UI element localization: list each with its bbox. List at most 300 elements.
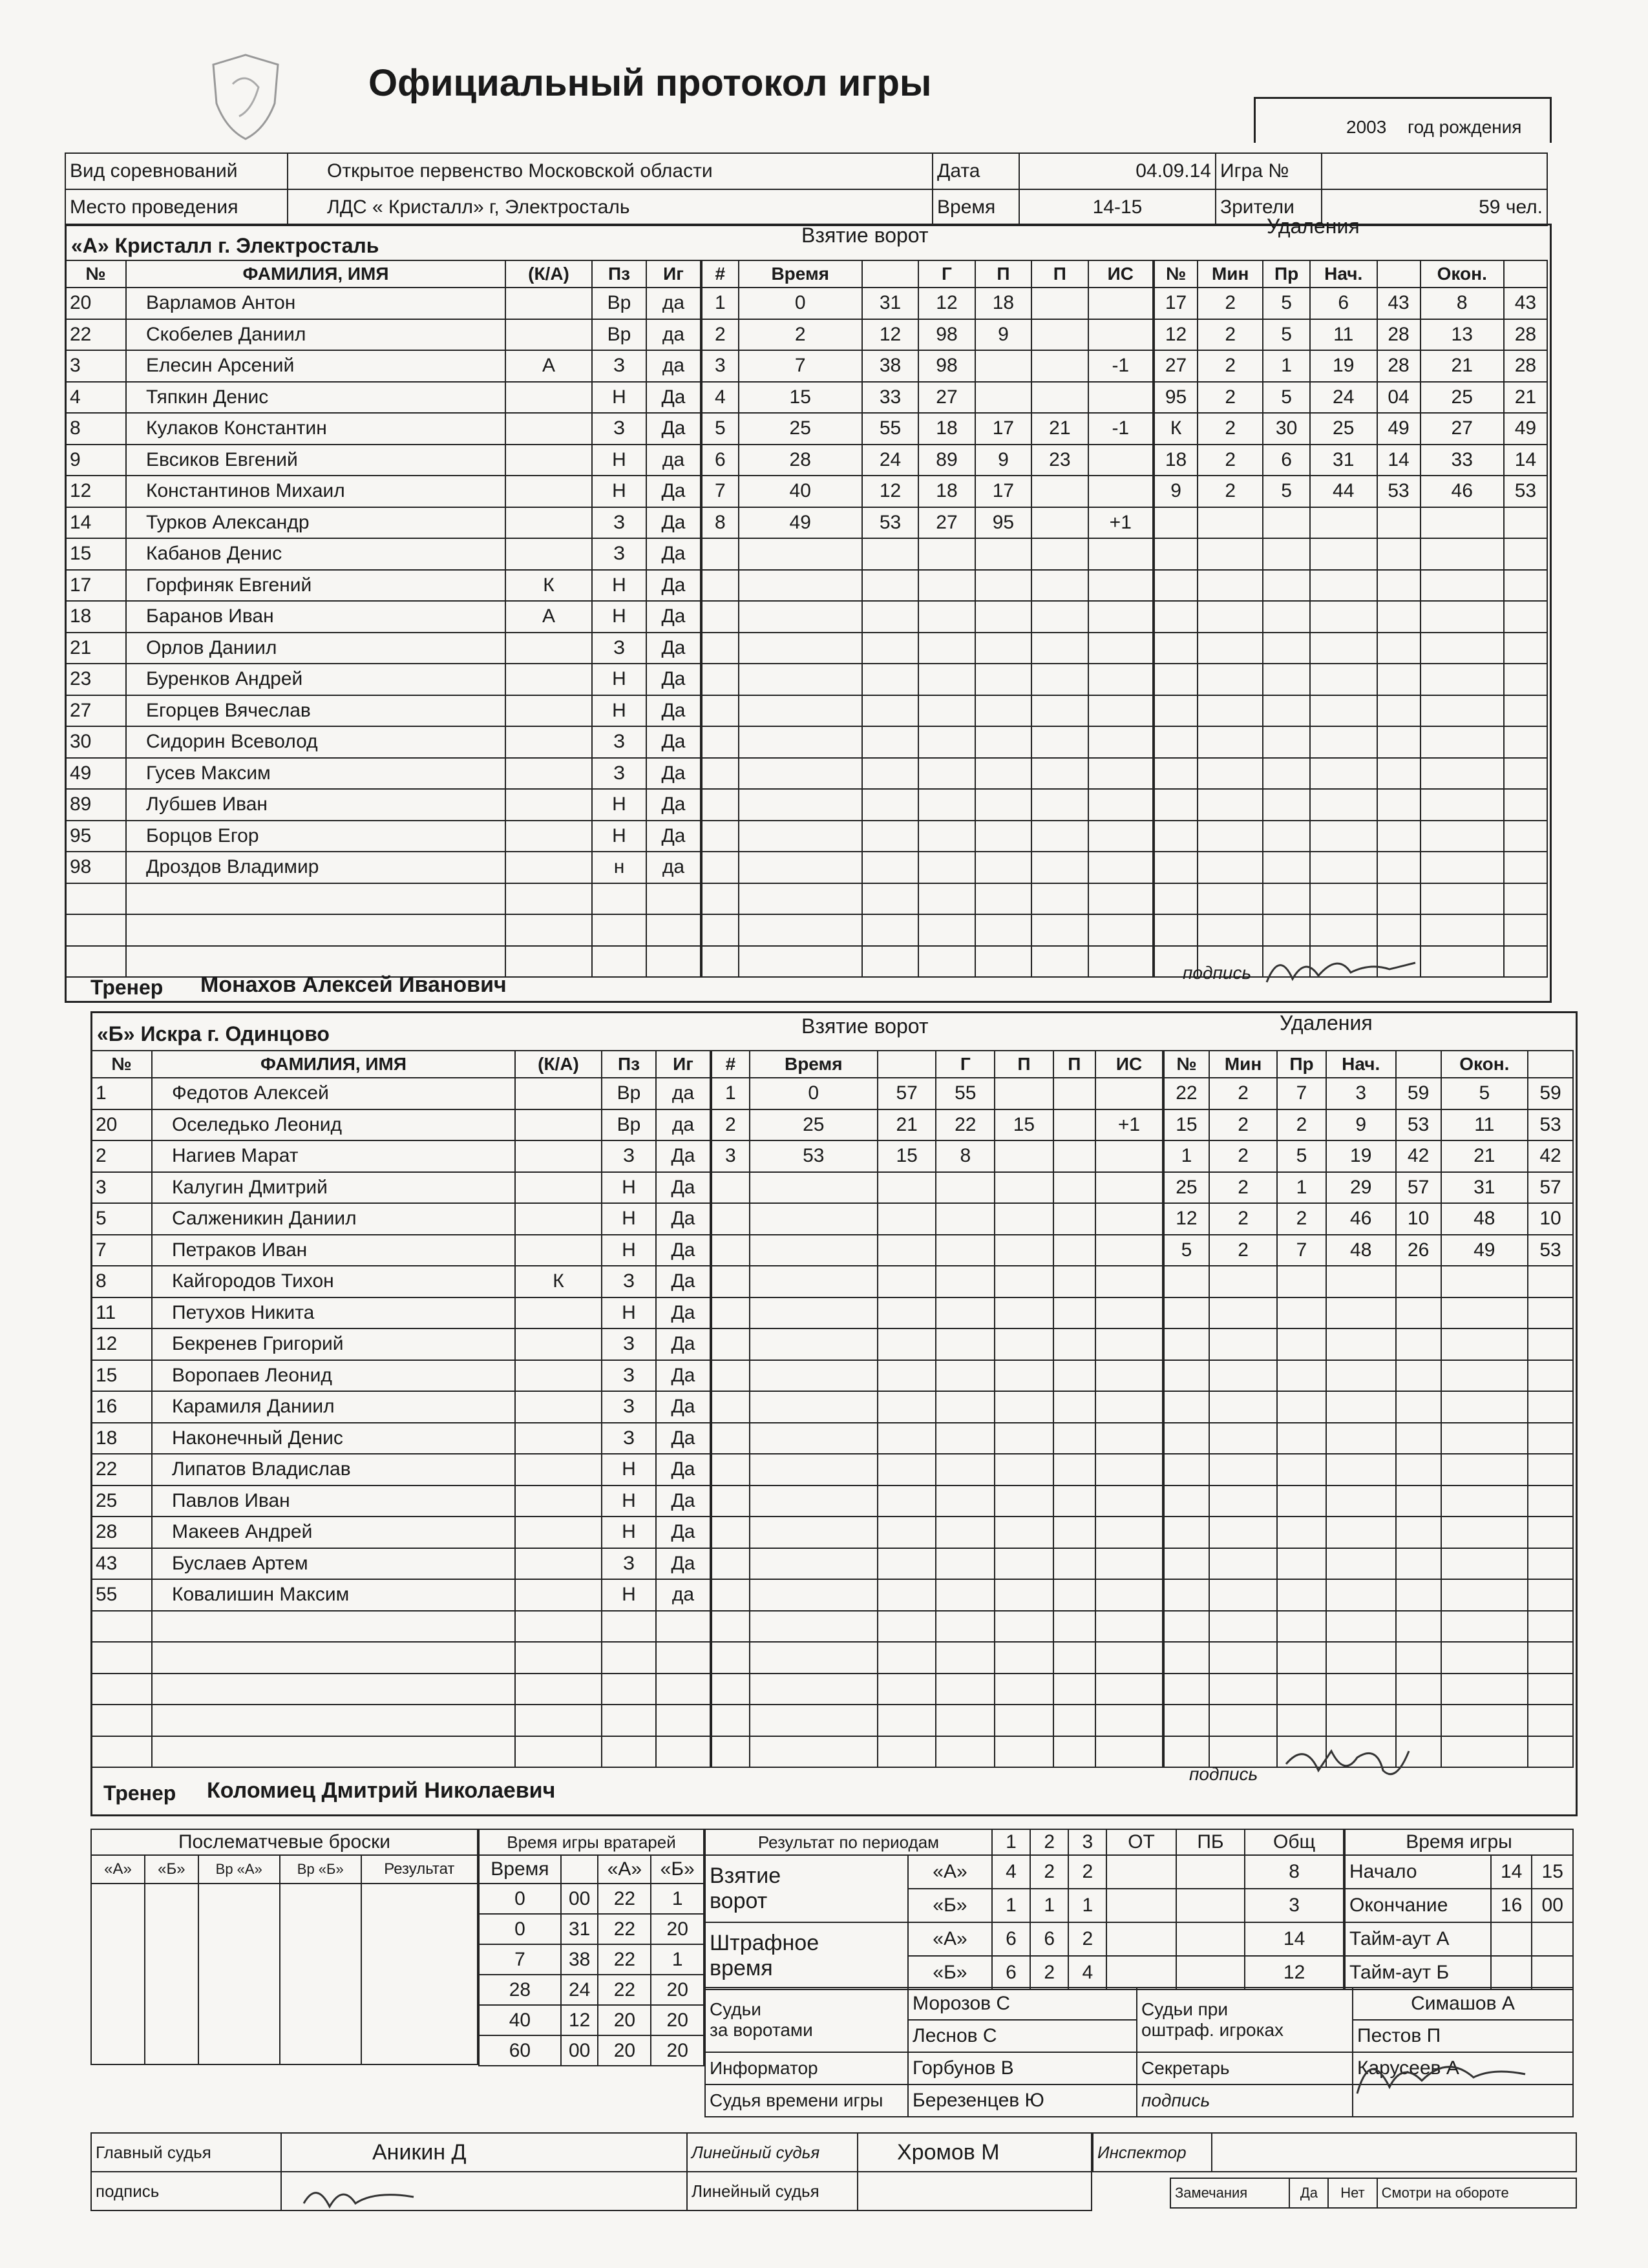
- player-role: [505, 319, 592, 351]
- empty-cell: [862, 570, 918, 602]
- player-position: Н: [592, 601, 646, 633]
- empty-cell: [1031, 695, 1088, 727]
- player-row: [91, 1328, 710, 1360]
- empty-cell: [1164, 1266, 1209, 1297]
- penalty-row-cell: 14: [1504, 445, 1547, 476]
- goal-row-cell: 5: [702, 413, 739, 445]
- game-time-value: [1491, 1956, 1532, 1990]
- penalty-row-cell: 15: [1164, 1109, 1209, 1141]
- empty-cell: [1421, 601, 1504, 633]
- player-played: Да: [646, 821, 701, 852]
- empty-cell: [1326, 1548, 1396, 1580]
- player-number: 20: [91, 1109, 152, 1141]
- player-row: [91, 1579, 710, 1611]
- penalty-row-cell: 12: [1154, 319, 1198, 351]
- player-number: 98: [65, 852, 126, 883]
- player-number: 7: [91, 1235, 152, 1266]
- player-role: [505, 445, 592, 476]
- empty-cell: [1377, 601, 1421, 633]
- empty-cell: [1164, 1705, 1209, 1736]
- empty-cell: [878, 1203, 936, 1235]
- empty-cell: [1504, 570, 1547, 602]
- empty-cell: [936, 1266, 995, 1297]
- goal-row-cell: 89: [918, 445, 975, 476]
- empty-cell: [975, 726, 1031, 758]
- penalty-row-cell: 28: [1504, 319, 1547, 351]
- empty-cell: [918, 601, 975, 633]
- penalty-row-cell: 2: [1277, 1203, 1326, 1235]
- goalie-time-cell: 20: [598, 2035, 651, 2066]
- empty-cell: [1277, 1486, 1326, 1517]
- empty-cell: [1326, 1674, 1396, 1705]
- empty-cell: [862, 695, 918, 727]
- empty-cell: [1504, 664, 1547, 695]
- player-position: Н: [592, 821, 646, 852]
- player-name: Макеев Андрей: [152, 1517, 515, 1548]
- goal-row-cell: -1: [1088, 413, 1153, 445]
- period-value: 12: [1245, 1956, 1344, 1990]
- goal-row: [702, 288, 1153, 319]
- penalty-row-cell: 2: [1198, 413, 1263, 445]
- player-number: 20: [65, 288, 126, 319]
- empty-cell: [750, 1611, 878, 1643]
- penalty-row: [1154, 664, 1547, 695]
- player-number: 15: [91, 1360, 152, 1392]
- empty-cell: [1198, 633, 1263, 664]
- player-role: [515, 1705, 602, 1736]
- roster-header: Иг: [646, 260, 701, 288]
- grid-header: Время: [750, 1051, 878, 1078]
- player-position: [602, 1642, 656, 1674]
- player-name: Ковалишин Максим: [152, 1579, 515, 1611]
- penalty-row-cell: 5: [1263, 476, 1310, 507]
- penalty-row-cell: 57: [1528, 1172, 1573, 1204]
- period-header: Общ: [1245, 1829, 1344, 1855]
- empty-cell: [1277, 1391, 1326, 1423]
- goal-row: [712, 1391, 1163, 1423]
- empty-cell: [878, 1517, 936, 1548]
- empty-cell: [1209, 1517, 1277, 1548]
- goal-row-cell: 22: [936, 1109, 995, 1141]
- empty-cell: [739, 601, 862, 633]
- penalty-row: [1154, 538, 1547, 570]
- empty-cell: [1396, 1674, 1441, 1705]
- player-position: З: [592, 758, 646, 790]
- period-value: 3: [1245, 1889, 1344, 1922]
- player-number: 14: [65, 507, 126, 539]
- empty-cell: [995, 1674, 1053, 1705]
- player-name: Скобелев Даниил: [126, 319, 505, 351]
- empty-cell: [862, 601, 918, 633]
- player-role: [505, 382, 592, 414]
- empty-cell: [1441, 1548, 1528, 1580]
- empty-cell: [739, 726, 862, 758]
- empty-cell: [1377, 758, 1421, 790]
- empty-cell: [936, 1611, 995, 1643]
- empty-cell: [1263, 726, 1310, 758]
- player-number: 3: [91, 1172, 152, 1204]
- empty-cell: [750, 1548, 878, 1580]
- player-played: да: [646, 350, 701, 382]
- penalty-row: [1164, 1391, 1573, 1423]
- empty-cell: [1053, 1235, 1095, 1266]
- goal-row-cell: [1088, 476, 1153, 507]
- empty-cell: [1095, 1203, 1163, 1235]
- goal-row: [702, 445, 1153, 476]
- empty-cell: [1154, 664, 1198, 695]
- player-name: Петраков Иван: [152, 1235, 515, 1266]
- roster-header: ФАМИЛИЯ, ИМЯ: [152, 1051, 515, 1078]
- penalty-row: [1164, 1548, 1573, 1580]
- empty-cell: [1504, 726, 1547, 758]
- player-role: [515, 1674, 602, 1705]
- goalie-time-cell: 7: [479, 1944, 561, 1975]
- empty-cell: [712, 1705, 750, 1736]
- player-name: [126, 883, 505, 915]
- player-name: Константинов Михаил: [126, 476, 505, 507]
- grid-header: Мин: [1209, 1051, 1277, 1078]
- player-name: Турков Александр: [126, 507, 505, 539]
- player-role: [505, 633, 592, 664]
- empty-cell: [1209, 1297, 1277, 1329]
- goal-row-cell: [975, 350, 1031, 382]
- empty-cell: [1528, 1297, 1573, 1329]
- empty-cell: [995, 1486, 1053, 1517]
- goal-row: [712, 1297, 1163, 1329]
- empty-cell: [1326, 1423, 1396, 1454]
- goal-row-cell: 15: [995, 1109, 1053, 1141]
- player-number: 9: [65, 445, 126, 476]
- empty-cell: [1088, 789, 1153, 821]
- empty-cell: [1053, 1579, 1095, 1611]
- empty-cell: [1528, 1611, 1573, 1643]
- empty-cell: [878, 1548, 936, 1580]
- goal-row-cell: 12: [862, 319, 918, 351]
- player-name: Павлов Иван: [152, 1486, 515, 1517]
- empty-cell: [1164, 1517, 1209, 1548]
- penalty-row-cell: 14: [1377, 445, 1421, 476]
- empty-cell: [995, 1548, 1053, 1580]
- player-position: З: [602, 1328, 656, 1360]
- goal-row-cell: +1: [1088, 507, 1153, 539]
- empty-cell: [1396, 1423, 1441, 1454]
- player-name: Воропаев Леонид: [152, 1360, 515, 1392]
- empty-cell: [936, 1705, 995, 1736]
- empty-cell: [878, 1736, 936, 1768]
- player-position: Н: [602, 1486, 656, 1517]
- player-played: [646, 883, 701, 915]
- game-time-value: 14: [1491, 1855, 1532, 1889]
- empty-cell: [1164, 1611, 1209, 1643]
- player-name: Нагиев Марат: [152, 1140, 515, 1172]
- player-position: Н: [592, 664, 646, 695]
- empty-cell: [1277, 1579, 1326, 1611]
- penalty-row: [1154, 350, 1547, 382]
- player-row: [65, 914, 701, 946]
- player-role: [505, 507, 592, 539]
- goal-row-cell: 24: [862, 445, 918, 476]
- player-role: [505, 914, 592, 946]
- empty-cell: [878, 1642, 936, 1674]
- player-number: [91, 1611, 152, 1643]
- penalty-row-cell: 53: [1377, 476, 1421, 507]
- player-name: Горфиняк Евгений: [126, 570, 505, 602]
- empty-cell: [1198, 601, 1263, 633]
- player-played: Да: [646, 695, 701, 727]
- player-row: [91, 1736, 710, 1768]
- empty-cell: [739, 789, 862, 821]
- period-team: «Б»: [908, 1956, 992, 1990]
- period-value: 14: [1245, 1922, 1344, 1956]
- venue-value: ЛДС « Кристалл» г, Электросталь: [288, 189, 933, 226]
- penalty-row: [1164, 1454, 1573, 1486]
- empty-cell: [702, 664, 739, 695]
- empty-cell: [918, 852, 975, 883]
- player-name: [152, 1642, 515, 1674]
- empty-cell: [702, 726, 739, 758]
- player-played: Да: [646, 664, 701, 695]
- empty-cell: [878, 1391, 936, 1423]
- goal-row: [702, 664, 1153, 695]
- empty-cell: [918, 726, 975, 758]
- empty-cell: [739, 664, 862, 695]
- player-row: [65, 507, 701, 539]
- goal-row-cell: 8: [936, 1140, 995, 1172]
- penalty-row: [1164, 1297, 1573, 1329]
- goal-row-cell: 17: [975, 476, 1031, 507]
- penalty-row-cell: 21: [1504, 382, 1547, 414]
- empty-cell: [1198, 852, 1263, 883]
- empty-cell: [1053, 1674, 1095, 1705]
- grid-header: #: [702, 260, 739, 288]
- player-row: [91, 1454, 710, 1486]
- empty-cell: [1326, 1328, 1396, 1360]
- penalty-row: [1164, 1109, 1573, 1141]
- penalty-row-cell: 49: [1377, 413, 1421, 445]
- player-row: [91, 1642, 710, 1674]
- penalty-row-cell: 27: [1421, 413, 1504, 445]
- player-row: [65, 476, 701, 507]
- player-position: Н: [592, 445, 646, 476]
- player-number: 4: [65, 382, 126, 414]
- player-number: 89: [65, 789, 126, 821]
- empty-cell: [1421, 821, 1504, 852]
- penalty-judges-label: Судьи при: [1141, 1999, 1229, 2019]
- timekeeper-label: Судья времени игры: [705, 2084, 908, 2117]
- team-b-goals-title: Взятие ворот: [801, 1014, 929, 1038]
- player-position: Вр: [592, 319, 646, 351]
- player-row: [91, 1611, 710, 1643]
- player-row: [91, 1548, 710, 1580]
- empty-cell: [878, 1423, 936, 1454]
- empty-cell: [750, 1172, 878, 1204]
- penalty-row: [1164, 1642, 1573, 1674]
- empty-cell: [1154, 883, 1198, 915]
- empty-cell: [1528, 1328, 1573, 1360]
- empty-cell: [1154, 507, 1198, 539]
- penalty-row-cell: 10: [1396, 1203, 1441, 1235]
- goal-row-cell: [1031, 319, 1088, 351]
- player-row: [65, 789, 701, 821]
- empty-cell: [1031, 726, 1088, 758]
- empty-cell: [750, 1360, 878, 1392]
- player-name: Салженикин Даниил: [152, 1203, 515, 1235]
- empty-cell: [862, 883, 918, 915]
- birth-year-value: 2003: [1346, 117, 1387, 137]
- goal-row-cell: 15: [739, 382, 862, 414]
- empty-cell: [750, 1705, 878, 1736]
- empty-cell: [1528, 1486, 1573, 1517]
- empty-cell: [1528, 1736, 1573, 1768]
- player-role: [505, 789, 592, 821]
- empty-cell: [1095, 1391, 1163, 1423]
- empty-cell: [1528, 1705, 1573, 1736]
- goal-row: [702, 883, 1153, 915]
- goal-row-cell: [1031, 288, 1088, 319]
- goal-row-cell: [995, 1140, 1053, 1172]
- empty-cell: [1053, 1517, 1095, 1548]
- penalty-row: [1154, 883, 1547, 915]
- player-row: [91, 1517, 710, 1548]
- empty-cell: [1421, 538, 1504, 570]
- penalty-row-cell: 5: [1277, 1140, 1326, 1172]
- player-role: [515, 1736, 602, 1768]
- empty-cell: [1326, 1705, 1396, 1736]
- empty-cell: [1310, 821, 1377, 852]
- empty-cell: [739, 695, 862, 727]
- goal-row: [702, 914, 1153, 946]
- player-name: [152, 1736, 515, 1768]
- penalty-row: [1154, 726, 1547, 758]
- player-position: Н: [602, 1297, 656, 1329]
- goal-row-cell: 1: [712, 1078, 750, 1109]
- player-position: З: [592, 507, 646, 539]
- empty-cell: [1310, 695, 1377, 727]
- empty-cell: [712, 1297, 750, 1329]
- penalty-row: [1154, 789, 1547, 821]
- empty-cell: [995, 1172, 1053, 1204]
- grid-header: [878, 1051, 936, 1078]
- empty-cell: [1209, 1579, 1277, 1611]
- goalie-time-cell: 22: [598, 1914, 651, 1944]
- empty-cell: [739, 538, 862, 570]
- penalty-row-cell: 21: [1441, 1140, 1528, 1172]
- empty-cell: [862, 789, 918, 821]
- penalty-row: [1164, 1140, 1573, 1172]
- goal-row-cell: 27: [918, 382, 975, 414]
- empty-cell: [702, 883, 739, 915]
- empty-cell: [1154, 695, 1198, 727]
- penalty-row-cell: 53: [1504, 476, 1547, 507]
- empty-cell: [739, 758, 862, 790]
- empty-cell: [1396, 1548, 1441, 1580]
- player-number: [91, 1736, 152, 1768]
- goal-row: [702, 758, 1153, 790]
- empty-cell: [862, 914, 918, 946]
- empty-cell: [712, 1266, 750, 1297]
- empty-cell: [712, 1674, 750, 1705]
- empty-cell: [702, 633, 739, 664]
- player-row: [91, 1078, 710, 1109]
- informator: Горбунов В: [908, 2052, 1137, 2084]
- period-value: [1176, 1889, 1245, 1922]
- empty-cell: [1053, 1203, 1095, 1235]
- penalty-row-cell: 43: [1504, 288, 1547, 319]
- empty-cell: [1326, 1266, 1396, 1297]
- grid-header: [1396, 1051, 1441, 1078]
- team-a-goals-title: Взятие ворот: [801, 224, 929, 247]
- empty-cell: [1277, 1297, 1326, 1329]
- shootout-table: [90, 1829, 478, 2065]
- player-number: 55: [91, 1579, 152, 1611]
- empty-cell: [1198, 538, 1263, 570]
- empty-cell: [1164, 1454, 1209, 1486]
- player-role: [505, 852, 592, 883]
- game-time-value: [1491, 1922, 1532, 1956]
- empty-cell: [936, 1674, 995, 1705]
- goal-row-cell: [1095, 1078, 1163, 1109]
- empty-cell: [878, 1235, 936, 1266]
- penalty-row: [1154, 288, 1547, 319]
- player-name: Карамиля Даниил: [152, 1391, 515, 1423]
- player-played: [656, 1642, 710, 1674]
- player-played: Да: [646, 570, 701, 602]
- empty-cell: [1053, 1391, 1095, 1423]
- player-number: 2: [91, 1140, 152, 1172]
- remarks-yes[interactable]: Да: [1289, 2178, 1328, 2208]
- player-row: [65, 695, 701, 727]
- empty-cell: [936, 1454, 995, 1486]
- empty-cell: [1441, 1266, 1528, 1297]
- linesman-label-1: Линейный судья: [687, 2133, 858, 2172]
- time-label: Время: [933, 189, 1019, 226]
- player-number: 23: [65, 664, 126, 695]
- empty-cell: [1277, 1674, 1326, 1705]
- empty-cell: [1396, 1360, 1441, 1392]
- penalty-row-cell: 6: [1310, 288, 1377, 319]
- empty-cell: [1198, 914, 1263, 946]
- birth-year-box: [1254, 97, 1552, 143]
- remarks-no[interactable]: Нет: [1328, 2178, 1377, 2208]
- player-number: 43: [91, 1548, 152, 1580]
- goal-row-cell: 12: [862, 476, 918, 507]
- empty-cell: [750, 1736, 878, 1768]
- penalty-row-cell: 18: [1154, 445, 1198, 476]
- player-number: [91, 1642, 152, 1674]
- empty-cell: [1326, 1454, 1396, 1486]
- empty-cell: [1421, 570, 1504, 602]
- goalie-time-cell: 1: [651, 1884, 704, 1914]
- empty-cell: [995, 1642, 1053, 1674]
- period-value: [1176, 1922, 1245, 1956]
- player-row: [91, 1235, 710, 1266]
- empty-cell: [975, 946, 1031, 978]
- player-row: [65, 726, 701, 758]
- goalie-time-cell: 20: [598, 2005, 651, 2035]
- time-value: 14-15: [1019, 189, 1216, 226]
- empty-cell: [1154, 852, 1198, 883]
- penalty-row-cell: 2: [1277, 1109, 1326, 1141]
- game-time-label: Тайм-аут А: [1345, 1922, 1491, 1956]
- grid-header: П: [1053, 1051, 1095, 1078]
- goalie-time-cell: 24: [561, 1975, 598, 2005]
- penalty-row-cell: 8: [1421, 288, 1504, 319]
- player-played: [656, 1611, 710, 1643]
- goal-row: [702, 319, 1153, 351]
- goal-row-cell: 23: [1031, 445, 1088, 476]
- penalty-row-cell: 2: [1209, 1172, 1277, 1204]
- empty-cell: [1031, 946, 1088, 978]
